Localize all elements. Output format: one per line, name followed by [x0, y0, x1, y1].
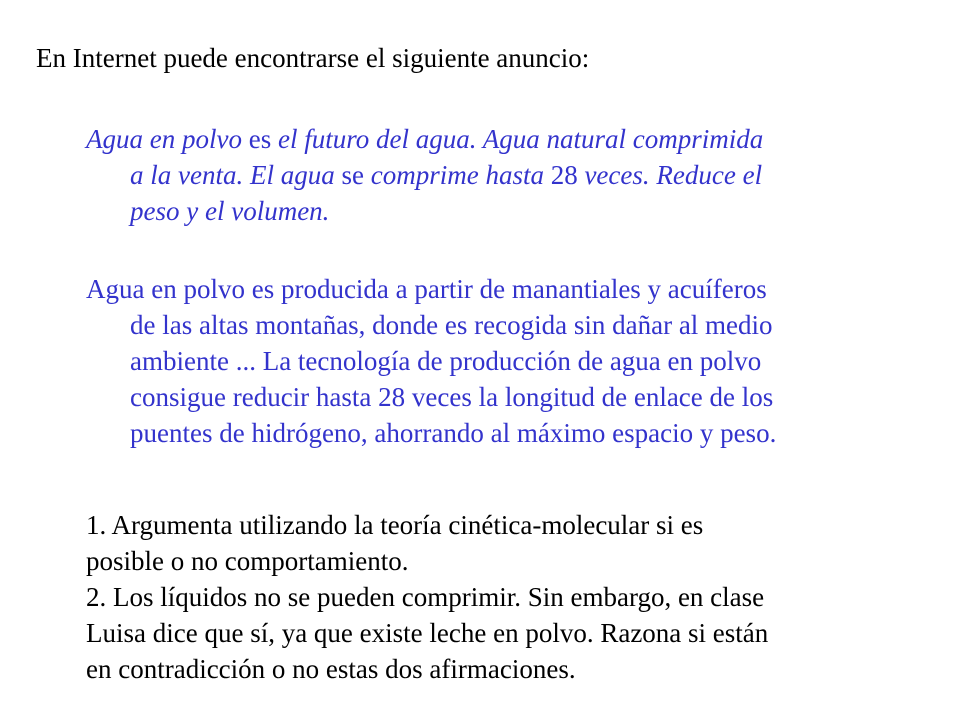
ad-quote-line [86, 121, 926, 157]
ad-quote-fragment: el futuro del agua. Agua natural comprimida [277, 124, 764, 154]
question-line: posible o no comportamiento. [86, 546, 409, 576]
ad-quote-line [86, 157, 926, 193]
description-line: consigue reducir hasta 28 veces la longitud de enlace de los [130, 382, 774, 412]
questions-block [86, 507, 926, 687]
ad-quote-fragment: comprime hasta [370, 160, 544, 190]
intro-text: En Internet puede encontrarse el siguiente anuncio: [36, 43, 590, 73]
description-line: ambiente ... La tecnología de producción de agua en polvo [130, 346, 762, 376]
ad-quote-fragment: es [241, 124, 278, 154]
ad-quote-fragment: se [334, 160, 371, 190]
ad-quote-fragment: 28 [543, 160, 585, 190]
ad-quote-fragment: a la venta. El agua [130, 160, 335, 190]
description-line: puentes de hidrógeno, ahorrando al máximo espacio y peso. [130, 418, 777, 448]
ad-quote [86, 121, 926, 229]
question-line: 2. Los líquidos no se pueden comprimir. Sin embargo, en clase [86, 582, 765, 612]
description-paragraph [86, 271, 926, 451]
description-line: Agua en polvo es producida a partir de manantiales y acuíferos [86, 274, 767, 304]
ad-quote-line: peso y el volumen. [130, 196, 330, 226]
ad-quote-fragment: Agua en polvo [86, 124, 242, 154]
ad-quote-fragment: veces. Reduce el [584, 160, 763, 190]
question-line: en contradicción o no estas dos afirmaciones. [86, 654, 576, 684]
question-line: Luisa dice que sí, ya que existe leche en polvo. Razona si están [86, 618, 769, 648]
question-line: 1. Argumenta utilizando la teoría cinética-molecular si es [86, 510, 704, 540]
description-line: de las altas montañas, donde es recogida sin dañar al medio [130, 310, 773, 340]
